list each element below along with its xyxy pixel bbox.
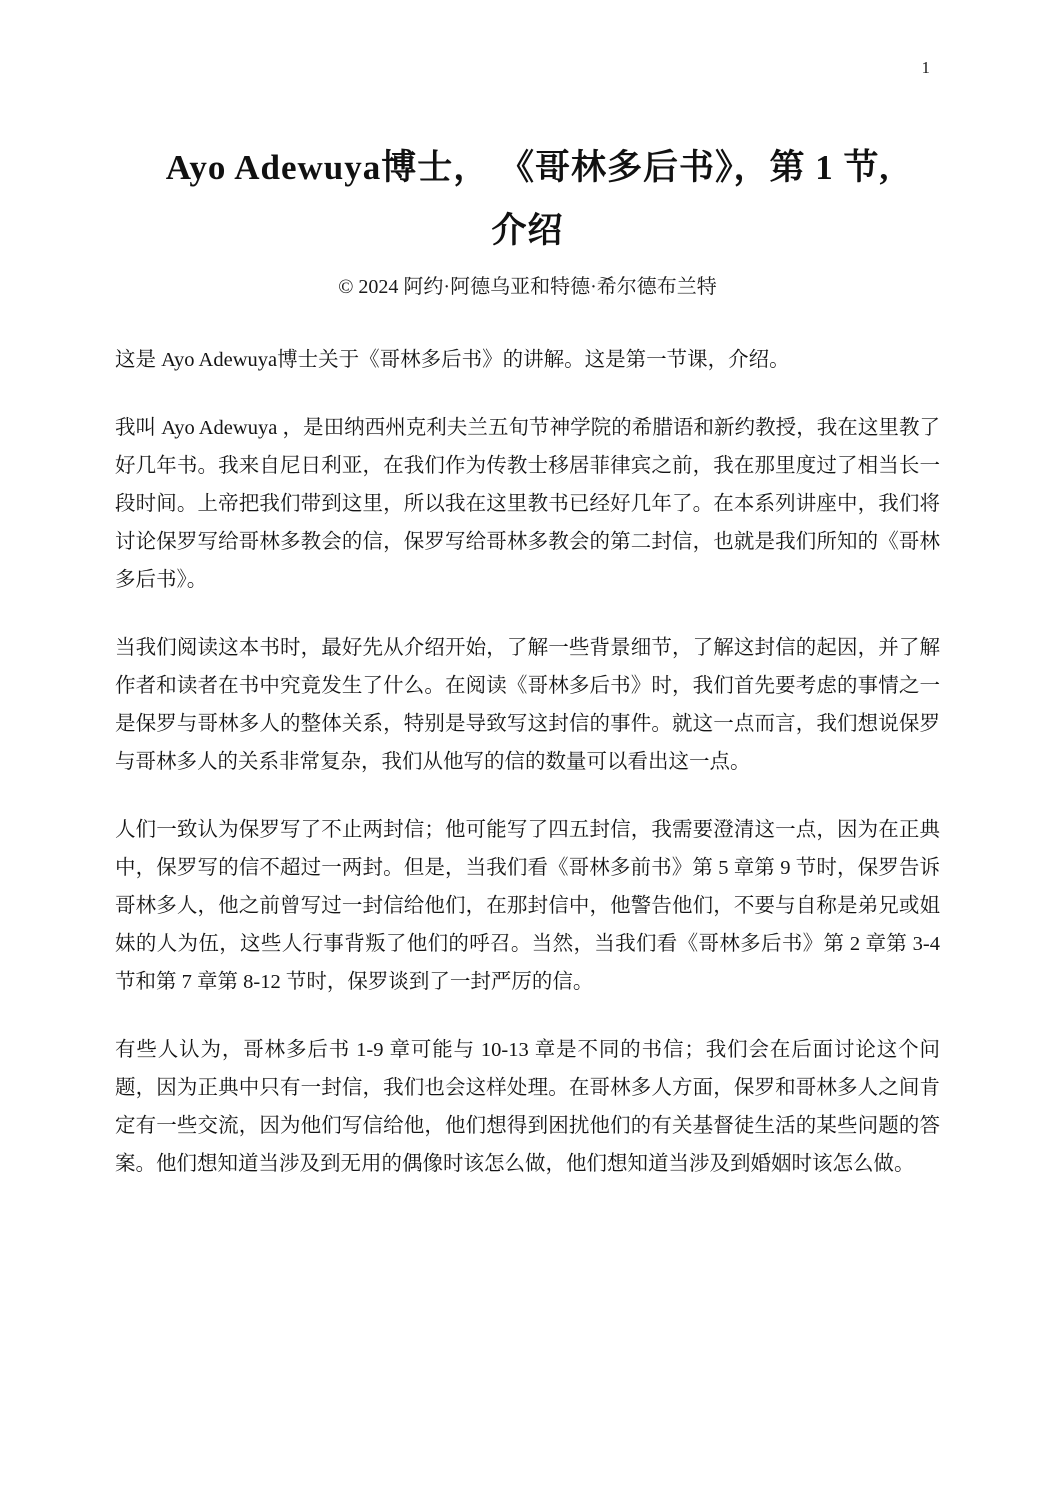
paragraph: 我叫 Ayo Adewuya ，是田纳西州克利夫兰五旬节神学院的希腊语和新约教授，我在这里教了好几年书。我来自尼日利亚，在我们作为传教士移居菲律宾之前，我在那里度过了相当长一段时间。上帝把我们带到这里，所以我在这里教书已经好几年了。在本系列讲座中，我们将讨论保罗写给哥林多教会的信，保罗写给哥林多教会的第二封信，也就是我们所知的《哥林多后书》。 xyxy=(115,417,940,591)
paragraph: 这是 Ayo Adewuya博士关于《哥林多后书》的讲解。这是第一节课，介绍。 xyxy=(115,349,790,371)
paragraph: 有些人认为，哥林多后书 1-9 章可能与 10-13 章是不同的书信；我们会在后面讨论这个问题，因为正典中只有一封信，我们也会这样处理。在哥林多人方面，保罗和哥林多人之间肯定有一些交流，因为他们写信给他，他们想得到困扰他们的有关基督徒生活的某些问题的答案。他们想知道当涉及到无用的偶像时该怎么做，他们想知道当涉及到婚姻时该怎么做。 xyxy=(115,1039,940,1175)
paragraph: 当我们阅读这本书时，最好先从介绍开始，了解一些背景细节，了解这封信的起因，并了解作者和读者在书中究竟发生了什么。在阅读《哥林多后书》时，我们首先要考虑的事情之一是保罗与哥林多人的整体关系，特别是导致写这封信的事件。就这一点而言，我们想说保罗与哥林多人的关系非常复杂，我们从他写的信的数量可以看出这一点。 xyxy=(115,637,940,773)
document-title xyxy=(115,136,940,262)
paragraph: 人们一致认为保罗写了不止两封信；他可能写了四五封信，我需要澄清这一点，因为在正典中，保罗写的信不超过一两封。但是，当我们看《哥林多前书》第 5 章第 9 节时，保罗告诉哥林多人，他之前曾写过一封信给他们，在那封信中，他警告他们，不要与自称是弟兄或姐妹的人为伍，这些人行事背叛了他们的呼召。当然，当我们看《哥林多后书》第 2 章第 3-4 节和第 7 章第 8-12 节时，保罗谈到了一封严厉的信。 xyxy=(115,819,940,993)
page-number: 1 xyxy=(921,58,930,77)
document-body xyxy=(115,341,940,1183)
title-line-2: 介绍 xyxy=(491,211,564,250)
copyright-line: © 2024 阿约·阿德乌亚和特德·希尔德布兰特 xyxy=(338,276,717,298)
title-line-1: Ayo Adewuya博士， 《哥林多后书》，第 1 节, xyxy=(165,148,890,187)
